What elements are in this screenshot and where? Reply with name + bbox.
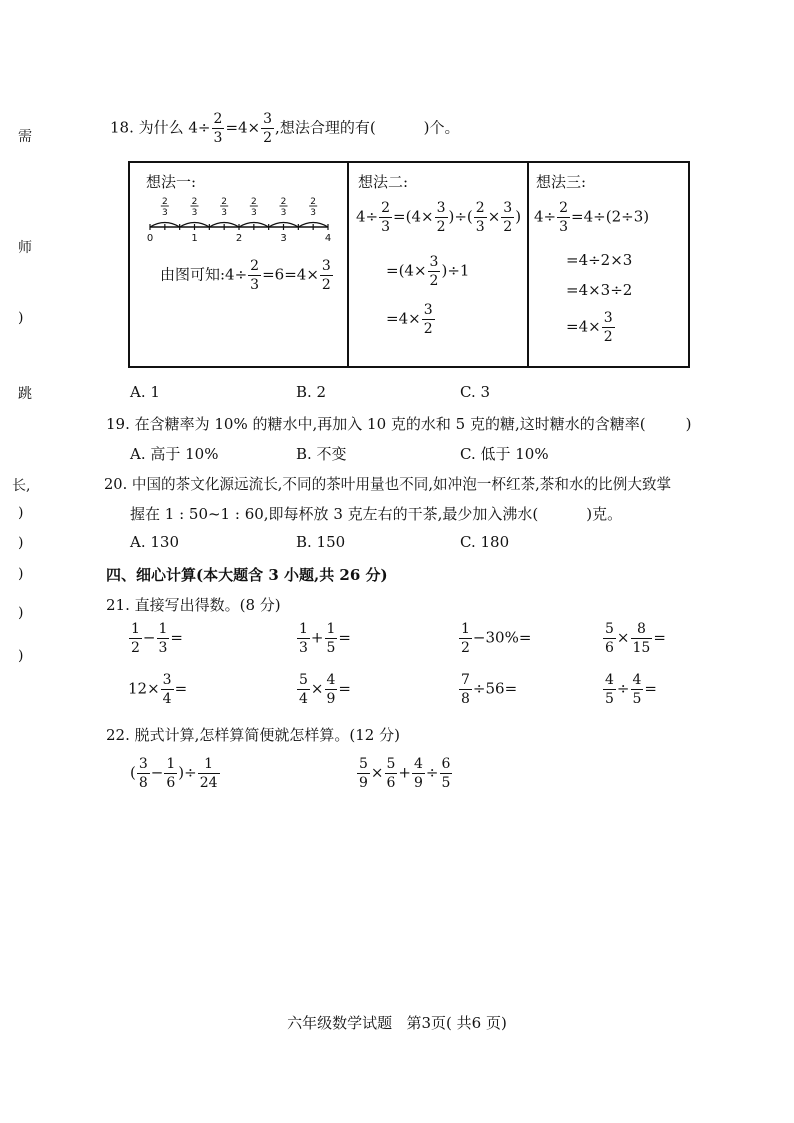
question-20-line2: 握在 1 : 50~1 : 60,即每杯放 3 克左右的干茶,最少加入沸水( )克。	[130, 505, 623, 523]
question-20-line1: 20. 中国的茶文化源远流长,不同的茶叶用量也不同,如冲泡一杯红茶,茶和水的比例大致掌	[104, 476, 672, 493]
question-18-stem: 18. 为什么 4÷ $\frac{2}{3}$ =4× $\frac{3}{2}$ ,想法合理的有( )个。	[110, 111, 460, 146]
column-divider	[347, 163, 349, 366]
calc-item: $\frac{1}{2}$ − $\frac{1}{3}$ =	[131, 621, 183, 656]
number-line-fraction-denominator: 3	[221, 208, 228, 218]
question-22-title: 22. 脱式计算,怎样算简便就怎样算。(12 分)	[106, 726, 400, 744]
fraction: $\frac{6}{5}$	[441, 756, 451, 791]
page-footer: 六年级数学试题 第3页( 共6 页)	[287, 1014, 507, 1032]
calc-item: $\frac{4}{5}$ ÷ $\frac{4}{5}$ =	[605, 672, 657, 707]
margin-mark: )	[18, 505, 24, 521]
margin-mark: )	[18, 566, 24, 582]
fraction: $\frac{2}{3}$	[381, 200, 391, 235]
fraction: $\frac{1}{2}$	[131, 621, 140, 656]
fraction: $\frac{2}{3}$	[475, 200, 485, 235]
calc-item: ( $\frac{3}{8}$ − $\frac{1}{6}$ )÷ $\frac{1}{24}$	[130, 756, 218, 791]
option-c[interactable]: C. 低于 10%	[460, 445, 549, 463]
number-line-fraction-denominator: 3	[310, 208, 317, 218]
fraction: $\frac{1}{5}$	[326, 621, 336, 656]
calc-item: $\frac{1}{3}$ + $\frac{1}{5}$ =	[299, 621, 351, 656]
fraction: $\frac{5}{9}$	[359, 756, 368, 791]
number-line-fraction-numerator: 2	[310, 197, 317, 207]
number-line-fraction-numerator: 2	[161, 197, 168, 207]
idea1-conclusion: 由图可知:4÷ $\frac{2}{3}$ =6=4× $\frac{3}{2}$	[160, 258, 331, 293]
fraction: $\frac{2}{3}$	[250, 258, 260, 293]
number-line-fraction-denominator: 3	[161, 208, 168, 218]
ideas-table	[128, 161, 690, 368]
margin-mark: )	[18, 605, 24, 621]
question-21-title: 21. 直接写出得数。(8 分)	[106, 596, 281, 614]
option-a[interactable]: A. 1	[130, 383, 160, 401]
fraction: $\frac{5}{6}$	[605, 621, 614, 656]
column-divider	[527, 163, 529, 366]
calc-item: $\frac{7}{8}$ ÷56=	[461, 672, 518, 707]
question-19-stem: 19. 在含糖率为 10% 的糖水中,再加入 10 克的水和 5 克的糖,这时糖水的含糖率( )	[106, 415, 692, 433]
number-line-fraction-denominator: 3	[250, 208, 257, 218]
margin-mark: 长,	[12, 478, 31, 494]
fraction: $\frac{3}{2}$	[321, 258, 331, 293]
section-title: 四、细心计算(本大题含 3 小题,共 26 分)	[106, 566, 388, 584]
option-a[interactable]: A. 130	[130, 533, 179, 551]
number-line-label: 3	[280, 233, 287, 244]
idea3-line1: 4÷ $\frac{2}{3}$ =4÷(2÷3)	[534, 200, 650, 235]
idea3-title: 想法三:	[536, 173, 587, 191]
calc-item: $\frac{1}{2}$ −30%=	[461, 621, 532, 656]
option-b[interactable]: B. 150	[296, 533, 346, 551]
fraction: $\frac{3}{2}$	[436, 200, 446, 235]
number-line-label: 2	[235, 233, 243, 244]
fraction: $\frac{3}{8}$	[138, 756, 148, 791]
fraction: $\frac{4}{5}$	[632, 672, 642, 707]
fraction: $\frac{1}{3}$	[158, 621, 168, 656]
option-a[interactable]: A. 高于 10%	[130, 445, 219, 463]
idea3-line2: =4÷2×3	[566, 251, 633, 269]
fraction: $\frac{2}{3}$	[559, 200, 569, 235]
calc-item: $\frac{5}{9}$ × $\frac{5}{6}$ + $\frac{4}{9}$ ÷ $\frac{6}{5}$	[359, 756, 451, 791]
calc-item: 12× $\frac{3}{4}$ =	[128, 672, 188, 707]
fraction: $\frac{1}{3}$	[299, 621, 308, 656]
fraction: $\frac{3}{2}$	[503, 200, 513, 235]
fraction: $\frac{2}{3}$	[213, 111, 223, 146]
fraction: $\frac{4}{5}$	[605, 672, 614, 707]
idea3-line4: =4× $\frac{3}{2}$	[566, 310, 613, 345]
number-line-label: 1	[191, 233, 198, 244]
fraction: $\frac{3}{2}$	[429, 254, 439, 289]
fraction: $\frac{1}{2}$	[461, 621, 470, 656]
number-line-fraction-denominator: 3	[280, 208, 287, 218]
fraction: $\frac{3}{2}$	[263, 111, 273, 146]
idea2-line2: =(4× $\frac{3}{2}$ )÷1	[386, 254, 470, 289]
fraction: $\frac{3}{2}$	[423, 302, 433, 337]
number-line-fraction-denominator: 3	[191, 208, 198, 218]
idea1-title: 想法一:	[146, 173, 197, 191]
fraction: $\frac{5}{4}$	[299, 672, 308, 707]
fraction: $\frac{4}{9}$	[326, 672, 336, 707]
number-line-label: 0	[146, 233, 154, 244]
option-c[interactable]: C. 3	[460, 383, 491, 401]
number-line-fraction-numerator: 2	[221, 197, 228, 207]
margin-mark: )	[18, 648, 24, 664]
idea2-line1: 4÷ $\frac{2}{3}$ =(4× $\frac{3}{2}$ )÷( $\frac{2}{3}$ × $\frac{3}{2}$ )	[356, 200, 522, 235]
idea2-title: 想法二:	[358, 173, 409, 191]
option-b[interactable]: B. 2	[296, 383, 327, 401]
fraction: $\frac{3}{2}$	[603, 310, 613, 345]
number-line-diagram	[144, 197, 334, 247]
option-c[interactable]: C. 180	[460, 533, 510, 551]
fraction: $\frac{4}{9}$	[414, 756, 423, 791]
idea3-line3: =4×3÷2	[566, 281, 633, 299]
number-line-label: 4	[324, 233, 332, 244]
calc-item: $\frac{5}{4}$ × $\frac{4}{9}$ =	[299, 672, 351, 707]
fraction: $\frac{7}{8}$	[461, 672, 470, 707]
margin-mark: )	[18, 535, 24, 551]
idea2-line3: =4× $\frac{3}{2}$	[386, 302, 433, 337]
fraction: $\frac{5}{6}$	[386, 756, 396, 791]
fraction: $\frac{3}{4}$	[162, 672, 172, 707]
margin-mark: 跳	[18, 386, 32, 402]
number-line-fraction-numerator: 2	[191, 197, 198, 207]
fraction: $\frac{1}{24}$	[199, 756, 218, 791]
option-b[interactable]: B. 不变	[296, 445, 347, 463]
number-line-fraction-numerator: 2	[250, 197, 257, 207]
fraction: $\frac{1}{6}$	[166, 756, 176, 791]
margin-mark: 需	[18, 129, 32, 145]
number-line-fraction-numerator: 2	[280, 197, 287, 207]
fraction: $\frac{8}{15}$	[632, 621, 651, 656]
margin-mark: )	[18, 310, 24, 326]
calc-item: $\frac{5}{6}$ × $\frac{8}{15}$ =	[605, 621, 666, 656]
margin-mark: 师	[18, 240, 32, 256]
